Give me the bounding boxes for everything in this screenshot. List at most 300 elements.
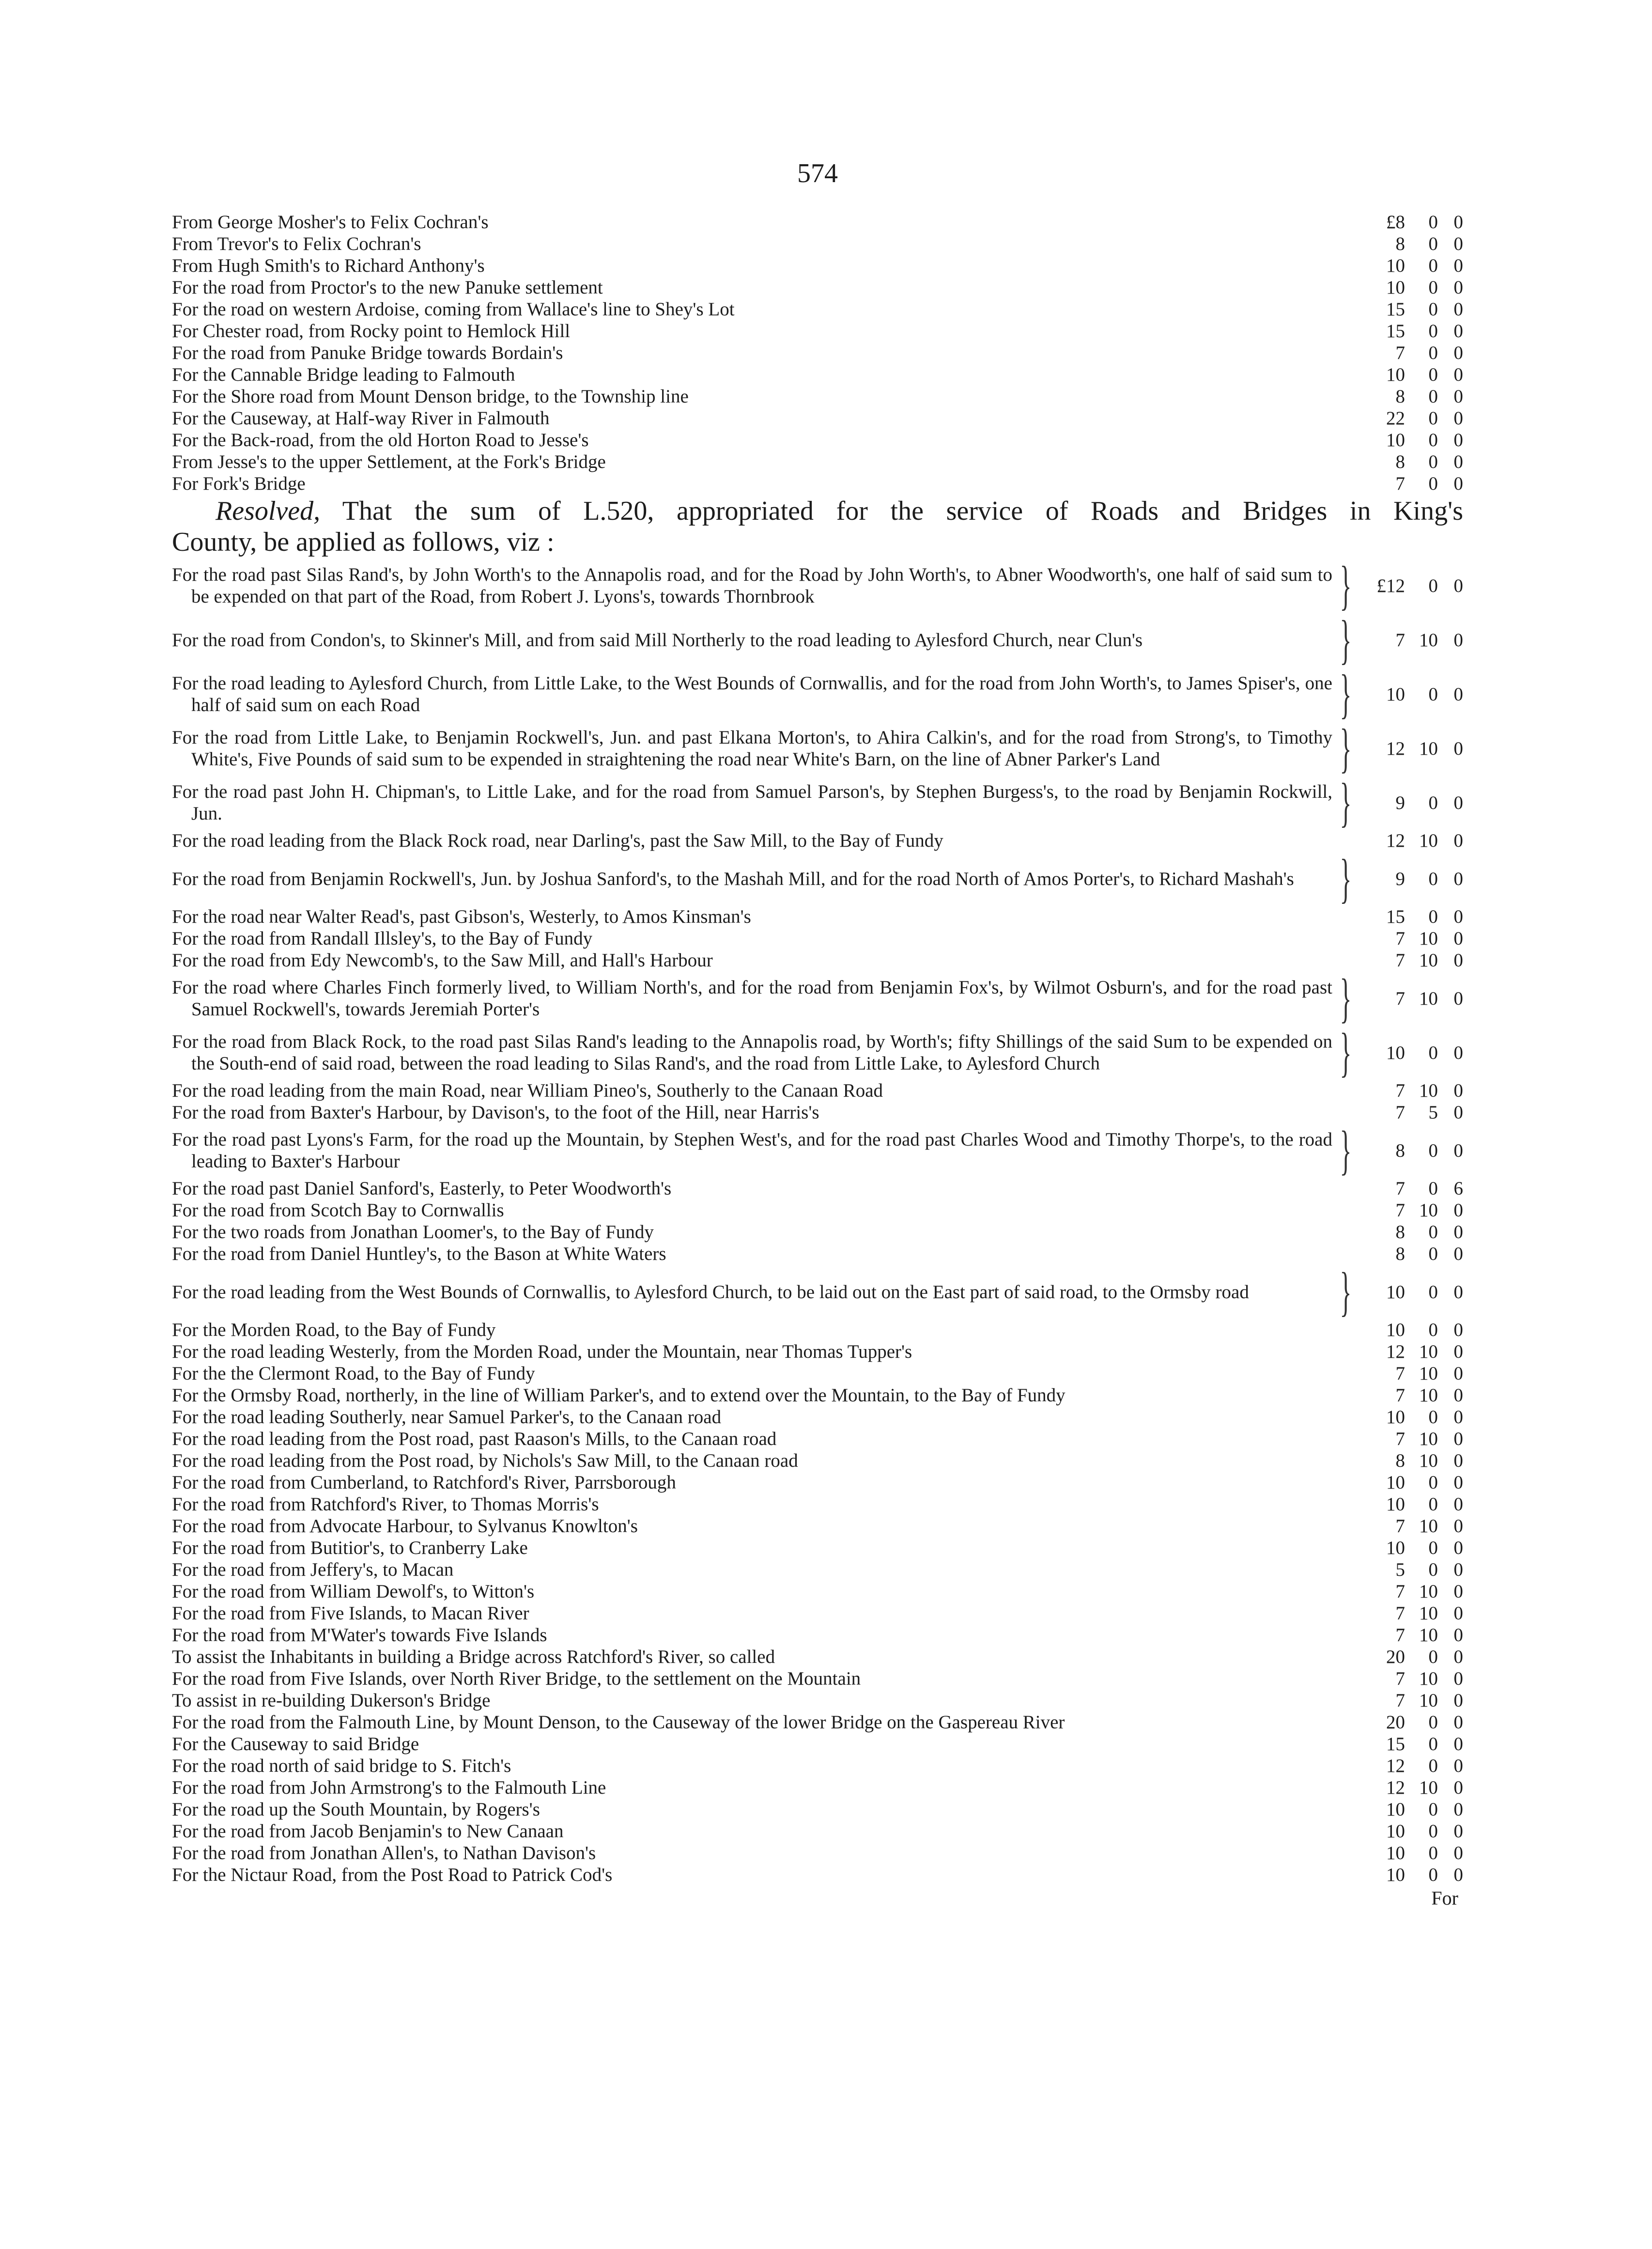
pence-value: 0: [1453, 1200, 1463, 1221]
pounds-value: 7: [1395, 1428, 1405, 1449]
item-amount: [1359, 792, 1463, 814]
item-amount: [1359, 1777, 1463, 1799]
appropriation-item: [172, 664, 1463, 724]
item-description: For the road from Condon's, to Skinner's Mill, and from said Mill Northerly to the road leading to Aylesford Church, near Clun's: [172, 629, 1143, 651]
appropriation-item: [172, 1080, 1463, 1101]
item-description: For the Nictaur Road, from the Post Road to Patrick Cod's: [172, 1864, 613, 1885]
pence-value: 0: [1453, 451, 1463, 472]
shillings-value: 0: [1428, 342, 1438, 363]
pounds-value: 9: [1395, 868, 1405, 889]
item-description: For the road leading from the West Bounds of Cornwallis, to Aylesford Church, to be laid out on the East part of said road, to the Ormsby road: [172, 1281, 1249, 1303]
shillings-value: 5: [1428, 1102, 1438, 1123]
pounds-value: 10: [1386, 1843, 1405, 1863]
pounds-value: 9: [1395, 792, 1405, 813]
shillings-value: 10: [1419, 1690, 1438, 1711]
shillings-value: 0: [1428, 1472, 1438, 1493]
catchword: For: [1431, 1887, 1458, 1909]
brace-mark: }: [1340, 849, 1352, 909]
item-amount: [1359, 1537, 1463, 1559]
pounds-value: 10: [1386, 1042, 1405, 1063]
appropriation-item: [172, 1199, 1463, 1221]
item-amount: [1359, 1559, 1463, 1581]
shillings-value: 10: [1419, 1777, 1438, 1798]
item-description: For the road from Panuke Bridge towards Bordain's: [172, 342, 563, 363]
shillings-value: 0: [1428, 277, 1438, 298]
brace-mark: }: [1340, 1120, 1352, 1180]
item-description: For the Shore road from Mount Denson bridge, to the Township line: [172, 386, 689, 407]
appropriation-item: [172, 1537, 1463, 1559]
item-description: To assist the Inhabitants in building a Bridge across Ratchford's River, so called: [172, 1646, 775, 1667]
pounds-value: 7: [1395, 1200, 1405, 1221]
shillings-value: 10: [1419, 1668, 1438, 1689]
shillings-value: 0: [1428, 451, 1438, 472]
pounds-value: 7: [1395, 1625, 1405, 1645]
pence-value: 0: [1453, 1385, 1463, 1406]
pounds-value: 12: [1386, 738, 1405, 759]
pounds-value: 20: [1386, 1712, 1405, 1733]
pounds-value: 8: [1395, 386, 1405, 407]
appropriation-item: [172, 429, 1463, 451]
item-description: For the road past Daniel Sanford's, Easterly, to Peter Woodworth's: [172, 1178, 672, 1199]
pence-value: 0: [1453, 868, 1463, 889]
pounds-value: 7: [1395, 1178, 1405, 1199]
shillings-value: 10: [1419, 1341, 1438, 1362]
item-description: For the road from Scotch Bay to Cornwallis: [172, 1200, 504, 1221]
item-description: For the Ormsby Road, northerly, in the line of William Parker's, and to extend over the Mountain, to the Bay of Fundy: [172, 1385, 1065, 1406]
pence-value: 0: [1453, 1407, 1463, 1427]
pounds-value: 10: [1386, 430, 1405, 450]
shillings-value: 0: [1428, 1281, 1438, 1303]
pence-value: 0: [1453, 1222, 1463, 1242]
item-description: For the the Clermont Road, to the Bay of Fundy: [172, 1363, 535, 1384]
pence-value: 0: [1453, 212, 1463, 233]
item-amount: [1359, 1341, 1463, 1363]
item-amount: [1359, 429, 1463, 451]
pounds-value: 7: [1395, 1516, 1405, 1536]
item-amount: [1359, 1581, 1463, 1602]
item-amount: [1359, 1363, 1463, 1384]
item-amount: [1359, 949, 1463, 971]
item-description: For Fork's Bridge: [172, 473, 306, 494]
shillings-value: 10: [1419, 1450, 1438, 1471]
shillings-value: 0: [1428, 1799, 1438, 1820]
shillings-value: 0: [1428, 1494, 1438, 1515]
item-description: From Hugh Smith's to Richard Anthony's: [172, 255, 485, 276]
pounds-value: 12: [1386, 1777, 1405, 1798]
item-amount: [1359, 1690, 1463, 1711]
pence-value: 0: [1453, 792, 1463, 813]
shillings-value: 10: [1419, 1603, 1438, 1624]
item-description: For the road leading from the main Road, near William Pineo's, Southerly to the Canaan Road: [172, 1080, 883, 1101]
item-description: For the Causeway to said Bridge: [172, 1734, 419, 1754]
pence-value: 0: [1453, 906, 1463, 927]
appropriation-item: [172, 255, 1463, 277]
item-description: For the road from Proctor's to the new Panuke settlement: [172, 277, 603, 298]
item-amount: [1359, 738, 1463, 760]
shillings-value: 10: [1419, 1516, 1438, 1536]
item-description: For the road leading from the Black Rock road, near Darling's, past the Saw Mill, to the Bay of Fundy: [172, 830, 943, 851]
pounds-value: 10: [1386, 1281, 1405, 1303]
shillings-value: 0: [1428, 1734, 1438, 1754]
appropriation-item: [172, 718, 1463, 778]
pence-value: 0: [1453, 364, 1463, 385]
brace-mark: }: [1340, 664, 1352, 724]
appropriation-item: [172, 320, 1463, 342]
brace-mark: }: [1340, 556, 1352, 616]
pounds-value: 8: [1395, 1243, 1405, 1264]
pounds-value: 7: [1395, 950, 1405, 971]
shillings-value: 0: [1428, 1222, 1438, 1242]
appropriation-item: [172, 1243, 1463, 1265]
pence-value: 0: [1453, 1516, 1463, 1536]
shillings-value: 0: [1428, 1178, 1438, 1199]
pence-value: 0: [1453, 1755, 1463, 1776]
appropriation-item: [172, 610, 1463, 670]
shillings-value: 0: [1428, 233, 1438, 254]
pounds-value: 10: [1386, 1319, 1405, 1340]
appropriation-item: [172, 1602, 1463, 1624]
pence-value: 0: [1453, 1843, 1463, 1863]
item-amount: [1359, 1799, 1463, 1820]
item-amount: [1359, 1820, 1463, 1842]
shillings-value: 0: [1428, 1407, 1438, 1427]
appropriation-item: [172, 1428, 1463, 1450]
shillings-value: 0: [1428, 575, 1438, 596]
pounds-value: 10: [1386, 1537, 1405, 1558]
item-description: From Trevor's to Felix Cochran's: [172, 233, 421, 254]
shillings-value: 0: [1428, 1042, 1438, 1063]
shillings-value: 0: [1428, 299, 1438, 320]
shillings-value: 10: [1419, 950, 1438, 971]
pounds-value: 10: [1386, 255, 1405, 276]
item-description: For the road past John H. Chipman's, to Little Lake, and for the road from Samuel Parson's, by Stephen Burgess's, to the road by Benjamin Rockwill, Jun.: [172, 781, 1332, 824]
appropriation-item: [172, 906, 1463, 928]
pounds-value: 10: [1386, 1864, 1405, 1885]
shillings-value: 0: [1428, 1821, 1438, 1842]
appropriation-item: [172, 1450, 1463, 1472]
appropriation-item: [172, 1341, 1463, 1363]
pence-value: 0: [1453, 255, 1463, 276]
item-amount: [1359, 906, 1463, 928]
pounds-value: 10: [1386, 277, 1405, 298]
item-amount: [1359, 1450, 1463, 1472]
item-amount: [1359, 1101, 1463, 1123]
pence-value: 0: [1453, 1712, 1463, 1733]
resolution-line: [172, 496, 1463, 527]
appropriation-item: [172, 1799, 1463, 1820]
pounds-value: 22: [1386, 408, 1405, 429]
item-amount: [1359, 1755, 1463, 1777]
brace-mark: }: [1340, 968, 1352, 1028]
item-amount: [1359, 1199, 1463, 1221]
pounds-value: 7: [1395, 629, 1405, 651]
appropriation-item: [172, 1624, 1463, 1646]
appropriation-item: [172, 1581, 1463, 1602]
pence-value: 0: [1453, 988, 1463, 1009]
pence-value: 0: [1453, 299, 1463, 320]
pence-value: 0: [1453, 1243, 1463, 1264]
item-amount: [1359, 928, 1463, 949]
shillings-value: 10: [1419, 1625, 1438, 1645]
resolution-text: That the sum of L.520, appropriated for the service of Roads and Bridges in King's: [342, 496, 1463, 526]
item-amount: [1359, 1178, 1463, 1199]
shillings-value: 10: [1419, 1581, 1438, 1602]
resolution-continuation: County, be applied as follows, viz :: [172, 527, 555, 557]
pence-value: 0: [1453, 683, 1463, 705]
pounds-value: £8: [1386, 212, 1405, 233]
item-amount: [1359, 1602, 1463, 1624]
pence-value: 0: [1453, 1668, 1463, 1689]
pounds-value: 10: [1386, 683, 1405, 705]
pence-value: 0: [1453, 1428, 1463, 1449]
item-description: To assist in re-building Dukerson's Bridge: [172, 1690, 491, 1711]
shillings-value: 0: [1428, 906, 1438, 927]
item-description: For the road from Little Lake, to Benjamin Rockwell's, Jun. and past Elkana Morton's, to Ahira Calkin's, and for the road from Strong's, to Timothy White's, Five Pounds of said sum to be expended in straightening the road near White's Barn, on the line of Abner Parker's Land: [172, 727, 1332, 770]
item-description: For the road past Silas Rand's, by John Worth's to the Annapolis road, and for the Road by John Worth's, to Abner Woodworth's, one half of said sum to be expended on that part of the Road, from Robert J. Lyons's, towards Thornbrook: [172, 564, 1332, 607]
item-description: For the road from Jeffery's, to Macan: [172, 1559, 454, 1580]
pence-value: 0: [1453, 1799, 1463, 1820]
item-amount: [1359, 1319, 1463, 1341]
item-description: For the road north of said bridge to S. Fitch's: [172, 1755, 511, 1776]
pence-value: 0: [1453, 1603, 1463, 1624]
shillings-value: 0: [1428, 792, 1438, 813]
appropriation-item: [172, 849, 1463, 909]
item-description: For the road leading to Aylesford Church, from Little Lake, to the West Bounds of Cornwallis, and for the road from John Worth's, to James Spiser's, one half of said sum on each Road: [172, 673, 1332, 715]
pence-value: 0: [1453, 1450, 1463, 1471]
shillings-value: 0: [1428, 430, 1438, 450]
pounds-value: 12: [1386, 1755, 1405, 1776]
pence-value: 0: [1453, 1472, 1463, 1493]
item-amount: [1359, 1221, 1463, 1243]
pounds-value: 7: [1395, 1603, 1405, 1624]
appropriation-item: [172, 1406, 1463, 1428]
item-amount: [1359, 1668, 1463, 1690]
appropriation-item: [172, 1472, 1463, 1493]
pence-value: 0: [1453, 1102, 1463, 1123]
item-amount: [1359, 629, 1463, 651]
pence-value: 0: [1453, 738, 1463, 759]
appropriation-item: [172, 968, 1463, 1028]
shillings-value: 0: [1428, 868, 1438, 889]
item-amount: [1359, 1864, 1463, 1886]
item-description: For the road from Butitior's, to Cranberry Lake: [172, 1537, 528, 1558]
pounds-value: 7: [1395, 342, 1405, 363]
pence-value: 0: [1453, 1319, 1463, 1340]
shillings-value: 0: [1428, 408, 1438, 429]
shillings-value: 0: [1428, 1712, 1438, 1733]
item-description: For the road where Charles Finch formerly lived, to William North's, and for the road from Benjamin Fox's, by Wilmot Osburn's, and for the road past Samuel Rockwell's, towards Jeremiah Porter's: [172, 977, 1332, 1020]
appropriation-item: [172, 298, 1463, 320]
item-amount: [1359, 1140, 1463, 1162]
item-description: For the road leading Westerly, from the Morden Road, under the Mountain, near Thomas Tupper's: [172, 1341, 912, 1362]
pounds-value: 8: [1395, 1222, 1405, 1242]
shillings-value: 0: [1428, 1755, 1438, 1776]
item-amount: [1359, 1646, 1463, 1668]
item-amount: [1359, 298, 1463, 320]
item-amount: [1359, 407, 1463, 429]
shillings-value: 10: [1419, 1363, 1438, 1384]
appropriation-item: [172, 1023, 1463, 1083]
pence-value: 0: [1453, 575, 1463, 596]
item-description: From George Mosher's to Felix Cochran's: [172, 212, 489, 233]
shillings-value: 10: [1419, 629, 1438, 651]
item-description: For the road past Lyons's Farm, for the road up the Mountain, by Stephen West's, and for the road past Charles Wood and Timothy Thorpe's, to the road leading to Baxter's Harbour: [172, 1129, 1332, 1172]
pence-value: 0: [1453, 1537, 1463, 1558]
shillings-value: 10: [1419, 830, 1438, 851]
shillings-value: 0: [1428, 1319, 1438, 1340]
pence-value: 0: [1453, 928, 1463, 949]
appropriation-item: [172, 1690, 1463, 1711]
item-description: For the road from Edy Newcomb's, to the Saw Mill, and Hall's Harbour: [172, 950, 713, 971]
appropriation-item: [172, 1646, 1463, 1668]
item-description: For the road from John Armstrong's to the Falmouth Line: [172, 1777, 606, 1798]
pounds-value: 12: [1386, 1341, 1405, 1362]
item-amount: [1359, 1624, 1463, 1646]
item-description: From Jesse's to the upper Settlement, at the Fork's Bridge: [172, 451, 606, 472]
appropriation-item: [172, 1384, 1463, 1406]
item-amount: [1359, 1042, 1463, 1064]
brace-mark: }: [1340, 1262, 1352, 1322]
shillings-value: 0: [1428, 321, 1438, 341]
appropriation-item: [172, 1559, 1463, 1581]
shillings-value: 0: [1428, 1843, 1438, 1863]
item-amount: [1359, 830, 1463, 852]
item-description: For the road leading from the Post road, by Nichols's Saw Mill, to the Canaan road: [172, 1450, 798, 1471]
first-appropriation-list: [172, 211, 1463, 495]
resolution-lead: Resolved,: [216, 496, 321, 526]
appropriation-item: [172, 1777, 1463, 1799]
item-description: For the road from Cumberland, to Ratchford's River, Parrsborough: [172, 1472, 676, 1493]
item-amount: [1359, 1472, 1463, 1493]
pence-value: 0: [1453, 1777, 1463, 1798]
item-description: For Chester road, from Rocky point to Hemlock Hill: [172, 321, 571, 341]
pounds-value: 15: [1386, 906, 1405, 927]
appropriation-item: [172, 1820, 1463, 1842]
pounds-value: 7: [1395, 928, 1405, 949]
appropriation-item: [172, 556, 1463, 616]
item-amount: [1359, 233, 1463, 255]
appropriation-item: [172, 1515, 1463, 1537]
shillings-value: 0: [1428, 386, 1438, 407]
item-amount: [1359, 683, 1463, 705]
shillings-value: 0: [1428, 364, 1438, 385]
shillings-value: 10: [1419, 1385, 1438, 1406]
pence-value: 0: [1453, 386, 1463, 407]
item-amount: [1359, 1406, 1463, 1428]
pounds-value: 10: [1386, 364, 1405, 385]
item-amount: [1359, 211, 1463, 233]
item-description: For the road from the Falmouth Line, by Mount Denson, to the Causeway of the lower Bridge on the Gaspereau River: [172, 1712, 1065, 1733]
appropriation-item: [172, 211, 1463, 233]
brace-mark: }: [1340, 1023, 1352, 1083]
shillings-value: 0: [1428, 1537, 1438, 1558]
item-amount: [1359, 868, 1463, 890]
pence-value: 0: [1453, 629, 1463, 651]
item-description: For the Back-road, from the old Horton Road to Jesse's: [172, 430, 589, 450]
item-amount: [1359, 988, 1463, 1009]
pounds-value: 7: [1395, 1080, 1405, 1101]
pounds-value: 7: [1395, 988, 1405, 1009]
pounds-value: 15: [1386, 299, 1405, 320]
pounds-value: 10: [1386, 1472, 1405, 1493]
appropriation-item: [172, 1668, 1463, 1690]
pounds-value: 8: [1395, 1450, 1405, 1471]
appropriation-item: [172, 473, 1463, 495]
item-description: For the road from Ratchford's River, to Thomas Morris's: [172, 1494, 599, 1515]
appropriation-item: [172, 364, 1463, 386]
item-description: For the road on western Ardoise, coming from Wallace's line to Shey's Lot: [172, 299, 735, 320]
item-description: For the road leading from the Post road, past Raason's Mills, to the Canaan road: [172, 1428, 777, 1449]
appropriation-item: [172, 1711, 1463, 1733]
appropriation-item: [172, 773, 1463, 833]
shillings-value: 10: [1419, 738, 1438, 759]
pence-value: 0: [1453, 1625, 1463, 1645]
pounds-value: 8: [1395, 451, 1405, 472]
appropriation-item: [172, 830, 1463, 852]
pounds-value: £12: [1376, 575, 1405, 596]
pence-value: 0: [1453, 1559, 1463, 1580]
item-amount: [1359, 255, 1463, 277]
item-amount: [1359, 451, 1463, 473]
pence-value: 0: [1453, 321, 1463, 341]
pence-value: 6: [1453, 1178, 1463, 1199]
appropriation-item: [172, 928, 1463, 949]
pounds-value: 7: [1395, 473, 1405, 494]
item-amount: [1359, 1493, 1463, 1515]
item-amount: [1359, 1515, 1463, 1537]
pounds-value: 10: [1386, 1407, 1405, 1427]
appropriation-item: [172, 386, 1463, 407]
item-description: For the road from Five Islands, over North River Bridge, to the settlement on the Mountain: [172, 1668, 861, 1689]
item-description: For the Cannable Bridge leading to Falmouth: [172, 364, 515, 385]
item-amount: [1359, 277, 1463, 298]
item-description: For the road from Randall Illsley's, to the Bay of Fundy: [172, 928, 593, 949]
shillings-value: 10: [1419, 1428, 1438, 1449]
shillings-value: 0: [1428, 1243, 1438, 1264]
pence-value: 0: [1453, 1864, 1463, 1885]
brace-mark: }: [1340, 610, 1352, 670]
appropriation-item: [172, 1363, 1463, 1384]
shillings-value: 0: [1428, 1864, 1438, 1885]
shillings-value: 0: [1428, 473, 1438, 494]
pounds-value: 7: [1395, 1385, 1405, 1406]
item-amount: [1359, 320, 1463, 342]
pence-value: 0: [1453, 1690, 1463, 1711]
pence-value: 0: [1453, 1646, 1463, 1667]
pence-value: 0: [1453, 342, 1463, 363]
shillings-value: 0: [1428, 1140, 1438, 1161]
appropriation-item: [172, 1319, 1463, 1341]
item-description: For the road from Baxter's Harbour, by Davison's, to the foot of the Hill, near Harris's: [172, 1102, 819, 1123]
item-description: For the road from William Dewolf's, to Witton's: [172, 1581, 535, 1602]
item-description: For the road up the South Mountain, by Rogers's: [172, 1799, 540, 1820]
item-amount: [1359, 1733, 1463, 1755]
pounds-value: 8: [1395, 1140, 1405, 1161]
item-amount: [1359, 1281, 1463, 1303]
item-amount: [1359, 1711, 1463, 1733]
pence-value: 0: [1453, 1042, 1463, 1063]
pence-value: 0: [1453, 1734, 1463, 1754]
shillings-value: 0: [1428, 255, 1438, 276]
pounds-value: 20: [1386, 1646, 1405, 1667]
pence-value: 0: [1453, 1281, 1463, 1303]
appropriation-item: [172, 1755, 1463, 1777]
item-amount: [1359, 1384, 1463, 1406]
item-amount: [1359, 575, 1463, 597]
item-description: For the road from Black Rock, to the road past Silas Rand's leading to the Annapolis road, by Worth's; fifty Shillings of the said Sum to be expended on the South-end of said road, between the road leading to Silas Rand's, and the road from Little Lake, to Aylesford Church: [172, 1031, 1332, 1074]
item-description: For the road from Daniel Huntley's, to the Bason at White Waters: [172, 1243, 666, 1264]
pence-value: 0: [1453, 1494, 1463, 1515]
